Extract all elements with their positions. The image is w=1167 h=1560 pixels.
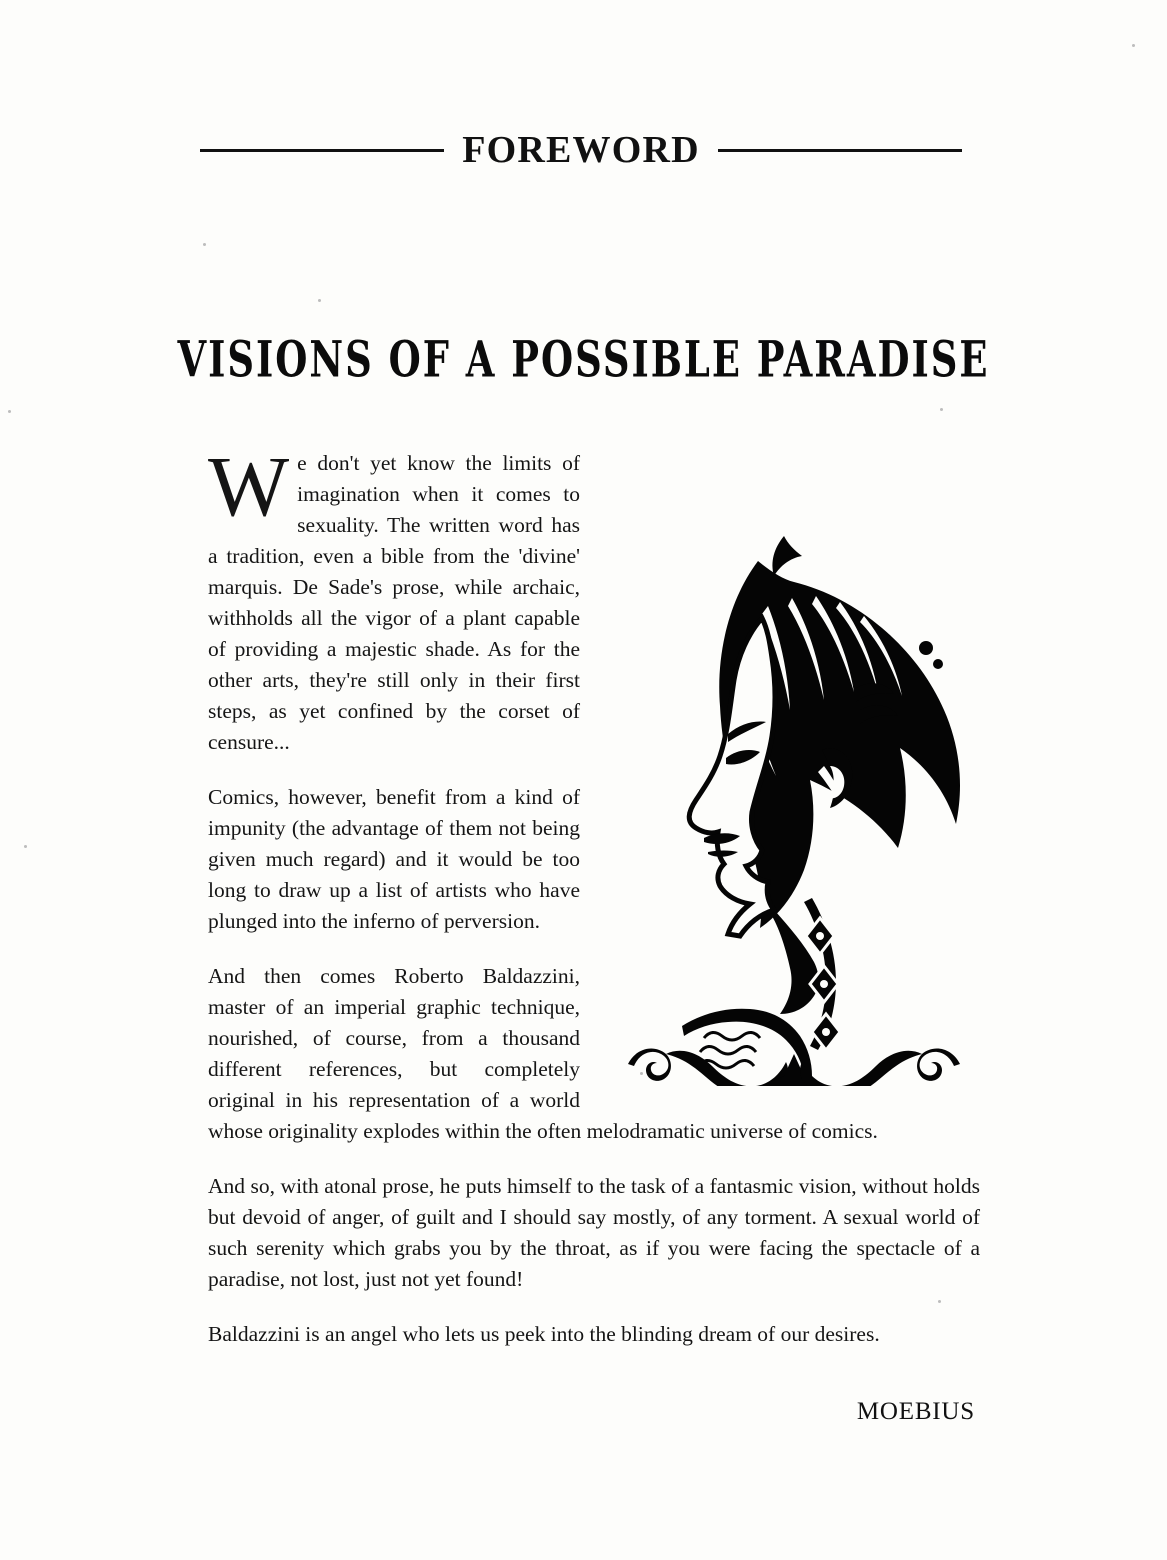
article-title: VISIONS OF A POSSIBLE PARADISE [177, 330, 990, 389]
article-body [208, 438, 980, 1350]
scan-speck [640, 1072, 643, 1075]
scan-speck [1132, 44, 1135, 47]
paragraph-1: We don't yet know the limits of imagination when it comes to sexuality. The written word has a tradition, even a bible from the 'divine' marquis. De Sade's prose, while archaic, withholds all the vigor of a plant capable of providing a majestic shade. As for the other arts, they're still only in their first steps, as yet confined by the corset of censure... [208, 438, 580, 754]
paragraph-4: And so, with atonal prose, he puts himself to the task of a fantasmic vision, without holds but devoid of anger, of guilt and I should say mostly, of any torment. A sexual world of such serenity which grabs you by the throat, as if you were facing the spectacle of a paradise, not lost, just not yet found! [208, 1174, 980, 1291]
scan-speck [8, 410, 11, 413]
scan-speck [940, 408, 943, 411]
scan-speck [24, 845, 27, 848]
portrait-illustration [608, 466, 980, 1086]
section-label: FOREWORD [462, 129, 700, 171]
paragraph-2: Comics, however, benefit from a kind of impunity (the advantage of them not being given much regard) and it would be too long to draw up a list of artists who have plunged into the inferno of perversion. [208, 785, 580, 933]
foreword-header [200, 126, 962, 174]
scan-speck [938, 1300, 941, 1303]
header-rule-right [718, 149, 962, 152]
scan-speck [203, 243, 206, 246]
scan-speck [318, 299, 321, 302]
author-signature: MOEBIUS [856, 1398, 975, 1425]
paragraph-5: Baldazzini is an angel who lets us peek into the blinding dream of our desires. [208, 1322, 880, 1346]
header-rule-left [200, 149, 444, 152]
paragraph-3: And then comes Roberto Baldazzini, master of an imperial graphic technique, nourished, of course, from a thousand different references, but completely original in his representation of a world whose originality explodes within the often melodramatic universe of comics. [208, 964, 878, 1143]
